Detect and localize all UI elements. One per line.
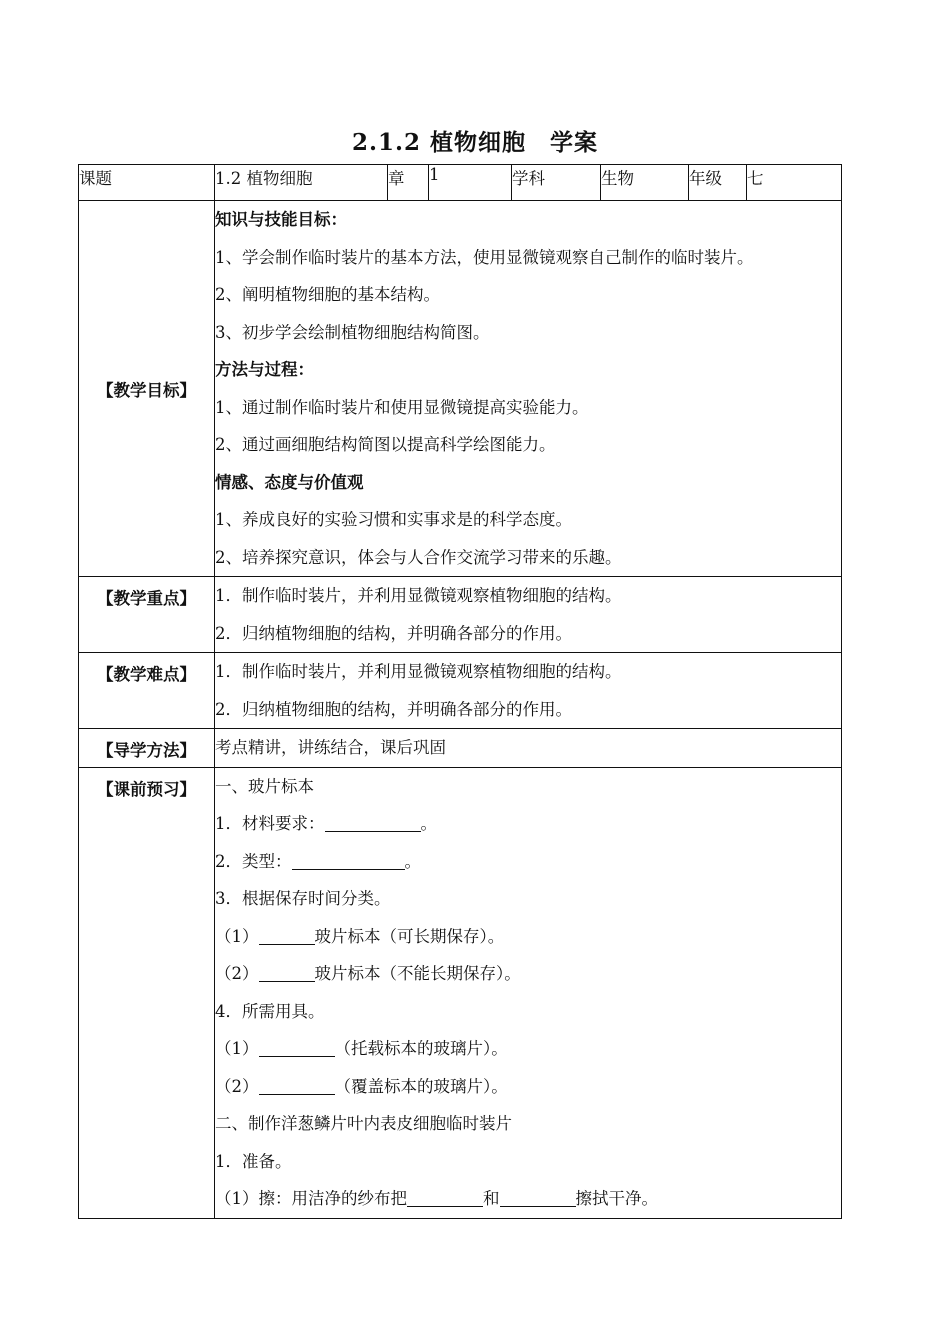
objectives-line: 知识与技能目标： [215, 210, 347, 229]
fill-blank [325, 813, 421, 832]
objectives-line: 1、学会制作临时装片的基本方法，使用显微镜观察自己制作的临时装片。 [215, 247, 754, 267]
preview-line: 二、制作洋葱鳞片叶内表皮细胞临时装片 [215, 1114, 512, 1133]
subject-label: 学科 [512, 165, 601, 201]
objectives-row [79, 201, 842, 577]
preview-text: 玻片标本（可长期保存）。 [314, 926, 505, 946]
lesson-plan-table [78, 164, 842, 1219]
preview-label-text: 【课前预习】 [97, 779, 196, 799]
difficulties-label-text: 【教学难点】 [97, 665, 196, 684]
topic-label: 课题 [79, 165, 215, 201]
objectives-label: 【教学目标】 [79, 201, 215, 577]
preview-line [215, 843, 841, 881]
grade-value: 七 [747, 165, 842, 201]
preview-line [215, 805, 841, 843]
key-points-line: 2．归纳植物细胞的结构，并明确各部分的作用。 [215, 623, 572, 643]
objectives-line: 情感、态度与价值观 [215, 472, 364, 492]
preview-text: 。 [420, 814, 437, 833]
preview-text: （1） [215, 1039, 259, 1058]
chapter-label: 章 [388, 165, 429, 201]
difficulties-label [79, 653, 215, 729]
objectives-line: 方法与过程： [215, 360, 314, 379]
preview-line: 4．所需用具。 [215, 1001, 325, 1021]
difficulties-row [79, 653, 842, 729]
fill-blank [259, 926, 315, 945]
method-label-text: 【导学方法】 [97, 741, 196, 760]
key-points-line: 1．制作临时装片，并利用显微镜观察植物细胞的结构。 [215, 586, 622, 605]
preview-text: 2．类型： [215, 851, 292, 871]
preview-line [215, 1068, 841, 1106]
preview-text: 1．材料要求： [215, 814, 325, 833]
page-title: 2.1.2 植物细胞 学案 [351, 129, 599, 156]
fill-blank [259, 1038, 335, 1057]
preview-text: （2） [215, 1076, 259, 1096]
fill-blank [292, 851, 405, 870]
preview-text: 和 [483, 1189, 500, 1208]
fill-blank [259, 963, 315, 982]
method-label [79, 729, 215, 768]
preview-text: （托载标本的玻璃片）。 [334, 1039, 508, 1058]
grade-label: 年级 [689, 165, 747, 201]
method-content [215, 729, 842, 768]
preview-line: 1．准备。 [215, 1151, 292, 1171]
key-points-row [79, 577, 842, 653]
preview-line [215, 1180, 841, 1218]
preview-text: 。 [404, 851, 421, 871]
preview-content [215, 767, 842, 1218]
preview-row [79, 767, 842, 1218]
objectives-line: 2、阐明植物细胞的基本结构。 [215, 285, 440, 304]
difficulties-line: 2．归纳植物细胞的结构，并明确各部分的作用。 [215, 699, 572, 719]
preview-line [215, 918, 841, 956]
preview-line: 一、玻片标本 [215, 776, 314, 796]
fill-blank [407, 1188, 483, 1207]
objectives-line: 2、通过画细胞结构简图以提高科学绘图能力。 [215, 435, 556, 454]
method-row [79, 729, 842, 768]
objectives-line: 1、养成良好的实验习惯和实事求是的科学态度。 [215, 510, 572, 529]
header-row [79, 165, 842, 201]
preview-text: 擦拭干净。 [575, 1189, 658, 1208]
chapter-value: 1 [429, 165, 512, 201]
key-points-content [215, 577, 842, 653]
difficulties-line: 1．制作临时装片，并利用显微镜观察植物细胞的结构。 [215, 662, 622, 681]
fill-blank [500, 1188, 576, 1207]
preview-text: （覆盖标本的玻璃片）。 [334, 1076, 508, 1096]
objectives-line: 1、通过制作临时装片和使用显微镜提高实验能力。 [215, 397, 589, 417]
preview-line: 3．根据保存时间分类。 [215, 889, 391, 908]
key-points-label [79, 577, 215, 653]
preview-text: （1）擦：用洁净的纱布把 [215, 1189, 407, 1208]
objectives-line: 3、初步学会绘制植物细胞结构简图。 [215, 322, 490, 342]
preview-label [79, 767, 215, 1218]
topic-value: 1.2 植物细胞 [215, 165, 388, 201]
method-text: 考点精讲，讲练结合，课后巩固 [215, 738, 446, 757]
preview-text: （1） [215, 926, 259, 946]
objectives-line: 2、培养探究意识，体会与人合作交流学习带来的乐趣。 [215, 547, 622, 567]
objectives-content [215, 201, 842, 577]
preview-text: （2） [215, 964, 259, 983]
fill-blank [259, 1076, 335, 1095]
subject-value: 生物 [601, 165, 689, 201]
preview-line [215, 955, 841, 993]
difficulties-content [215, 653, 842, 729]
preview-text: 玻片标本（不能长期保存）。 [314, 964, 521, 983]
key-points-label-text: 【教学重点】 [97, 589, 196, 608]
preview-line [215, 1030, 841, 1068]
